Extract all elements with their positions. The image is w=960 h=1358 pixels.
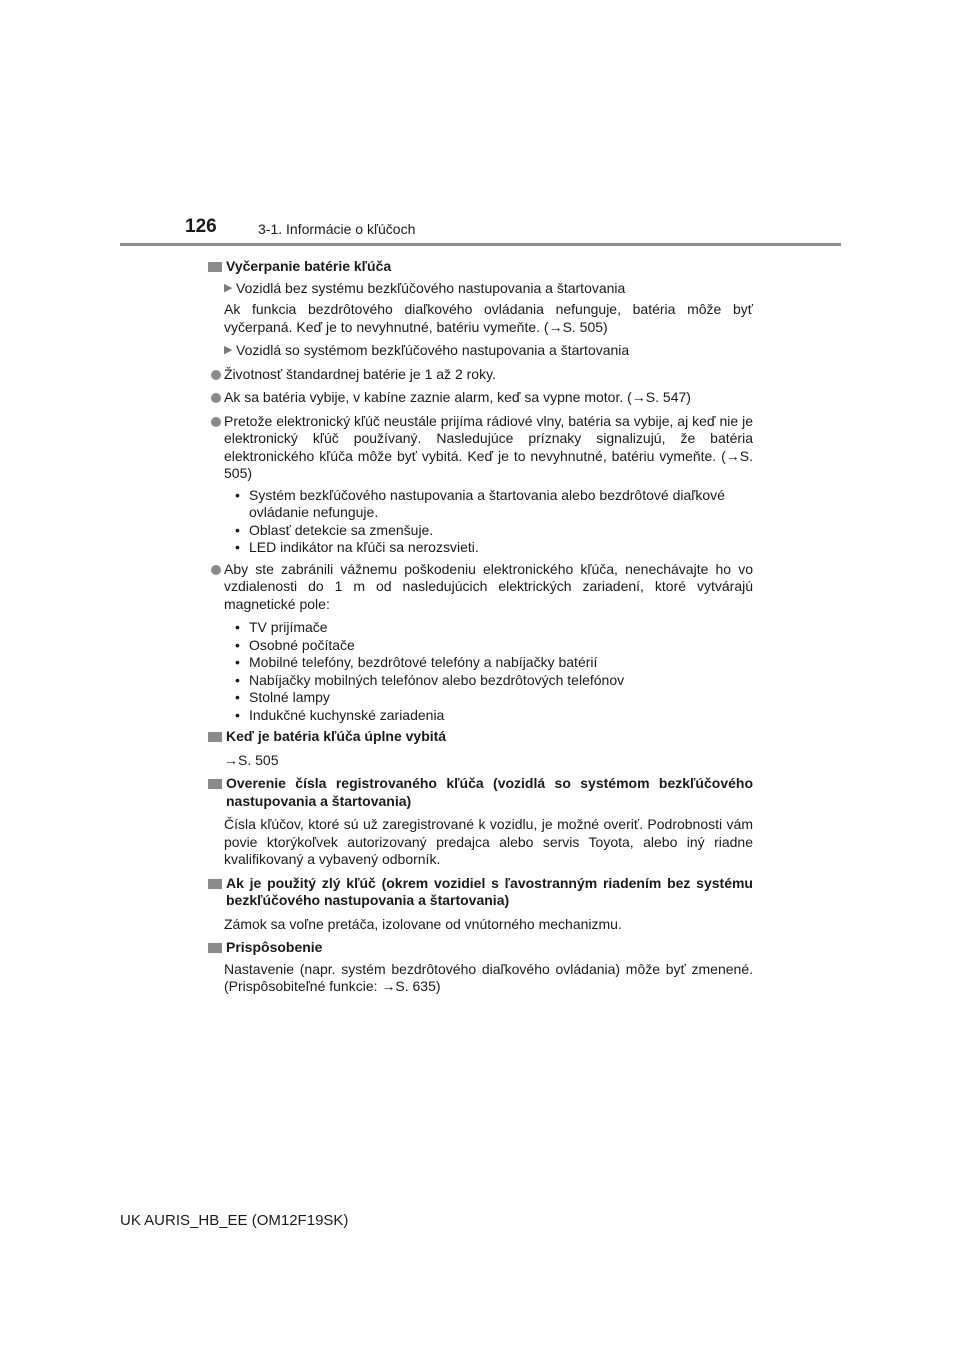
section-heading-battery <box>208 258 753 276</box>
page-reference: →S. 505 <box>224 751 279 768</box>
round-bullet-icon <box>208 413 224 427</box>
paragraph: Zámok sa voľne pretáča, izolovane od vnútorného mechanizmu. <box>224 915 622 932</box>
paragraph: Nastavenie (napr. systém bezdrôtového diaľkového ovládania) môže byť zmenené. (Prispôsobiteľné funkcie: →S. 635) <box>224 960 753 994</box>
square-bullet-icon <box>208 879 222 889</box>
square-bullet-icon <box>208 779 222 789</box>
section-heading-text: Vyčerpanie batérie kľúča <box>226 258 392 274</box>
list-item: Pretože elektronický kľúč neustále prijíma rádiové vlny, batéria sa vybije, aj keď nie je elektronický kľúč používaný. Nasledujúce príznaky signalizujú, že batéria elektronického kľúča môže byť vybitá. Keď je to nevyhnutné, batériu vymeňte. (→S. 505) <box>208 413 753 483</box>
list-item: • Mobilné telefóny, bezdrôtové telefóny a nabíjačky batérií <box>235 654 598 670</box>
square-bullet-icon <box>208 732 222 742</box>
list-item: • Osobné počítače <box>235 636 355 653</box>
square-bullet-icon <box>208 943 222 953</box>
page-content <box>208 254 753 996</box>
section-heading-text: Overenie čísla registrovaného kľúča (vozidlá so systémom bezkľúčového nastupovania a štartovania) <box>226 775 753 809</box>
document-code: UK AURIS_HB_EE (OM12F19SK) <box>120 1212 349 1229</box>
triangle-right-icon: ▶ <box>224 281 233 294</box>
section-heading-verify <box>208 775 753 810</box>
list-item: Životnosť štandardnej batérie je 1 až 2 roky. <box>208 366 753 384</box>
vehicle-type-line <box>224 280 753 298</box>
section-heading-wrong-key <box>208 875 753 910</box>
vehicle-type-line <box>224 342 753 360</box>
list-item: • LED indikátor na kľúči sa nerozsvieti. <box>235 539 479 555</box>
paragraph: Čísla kľúčov, ktoré sú už zaregistrované k vozidlu, je možné overiť. Podrobnosti vám povie ktorýkoľvek autorizovaný predajca alebo servis Toyota, alebo iný riadne kvalifikovaný a vybavený odborník. <box>224 816 753 867</box>
list-item: • Indukčné kuchynské zariadenia <box>235 706 445 723</box>
symptom-list <box>208 487 753 557</box>
page-number: 126 <box>185 216 217 237</box>
paragraph: Ak funkcia bezdrôtového diaľkového ovládania nefunguje, batéria môže byť vyčerpaná. Keď je to nevyhnutné, batériu vymeňte. (→S. 505) <box>224 301 753 335</box>
list-item: • Systém bezkľúčového nastupovania a štartovania alebo bezdrôtové diaľkové ovládanie nefunguje. <box>235 486 725 520</box>
round-bullet-icon <box>208 366 224 380</box>
vehicle-type-text: Vozidlá so systémom bezkľúčového nastupovania a štartovania <box>236 342 630 358</box>
section-heading-text: Keď je batéria kľúča úplne vybitá <box>226 728 447 744</box>
vehicle-type-text: Vozidlá bez systému bezkľúčového nastupovania a štartovania <box>236 279 626 296</box>
list-item: • Stolné lampy <box>235 689 330 705</box>
round-bullet-icon <box>208 389 224 403</box>
list-item: Ak sa batéria vybije, v kabíne zaznie alarm, keď sa vypne motor. (→S. 547) <box>208 389 753 407</box>
page-header <box>0 0 960 250</box>
device-list <box>208 619 753 724</box>
triangle-right-icon: ▶ <box>224 344 233 356</box>
section-heading-dead-battery <box>208 728 753 746</box>
section-heading-text: Prispôsobenie <box>226 939 323 955</box>
list-item: • Oblasť detekcie sa zmenšuje. <box>235 521 434 538</box>
header-divider <box>120 243 841 246</box>
list-item: • TV prijímače <box>235 619 328 635</box>
round-bullet-icon <box>208 561 224 575</box>
section-heading-customization <box>208 939 753 957</box>
list-item: Aby ste zabránili vážnemu poškodeniu elektronického kľúča, nenechávajte ho vo vzdialenosti do 1 m od nasledujúcich elektrických zariadení, ktoré vytvárajú magnetické pole: <box>208 561 753 614</box>
square-bullet-icon <box>208 262 222 272</box>
section-heading-text: Ak je použitý zlý kľúč (okrem vozidiel s ľavostranným riadením bez systému bezkľúčového nastupovania a štartovania) <box>226 874 753 908</box>
list-item: • Nabíjačky mobilných telefónov alebo bezdrôtových telefónov <box>235 671 625 688</box>
section-title: 3-1. Informácie o kľúčoch <box>258 221 416 237</box>
